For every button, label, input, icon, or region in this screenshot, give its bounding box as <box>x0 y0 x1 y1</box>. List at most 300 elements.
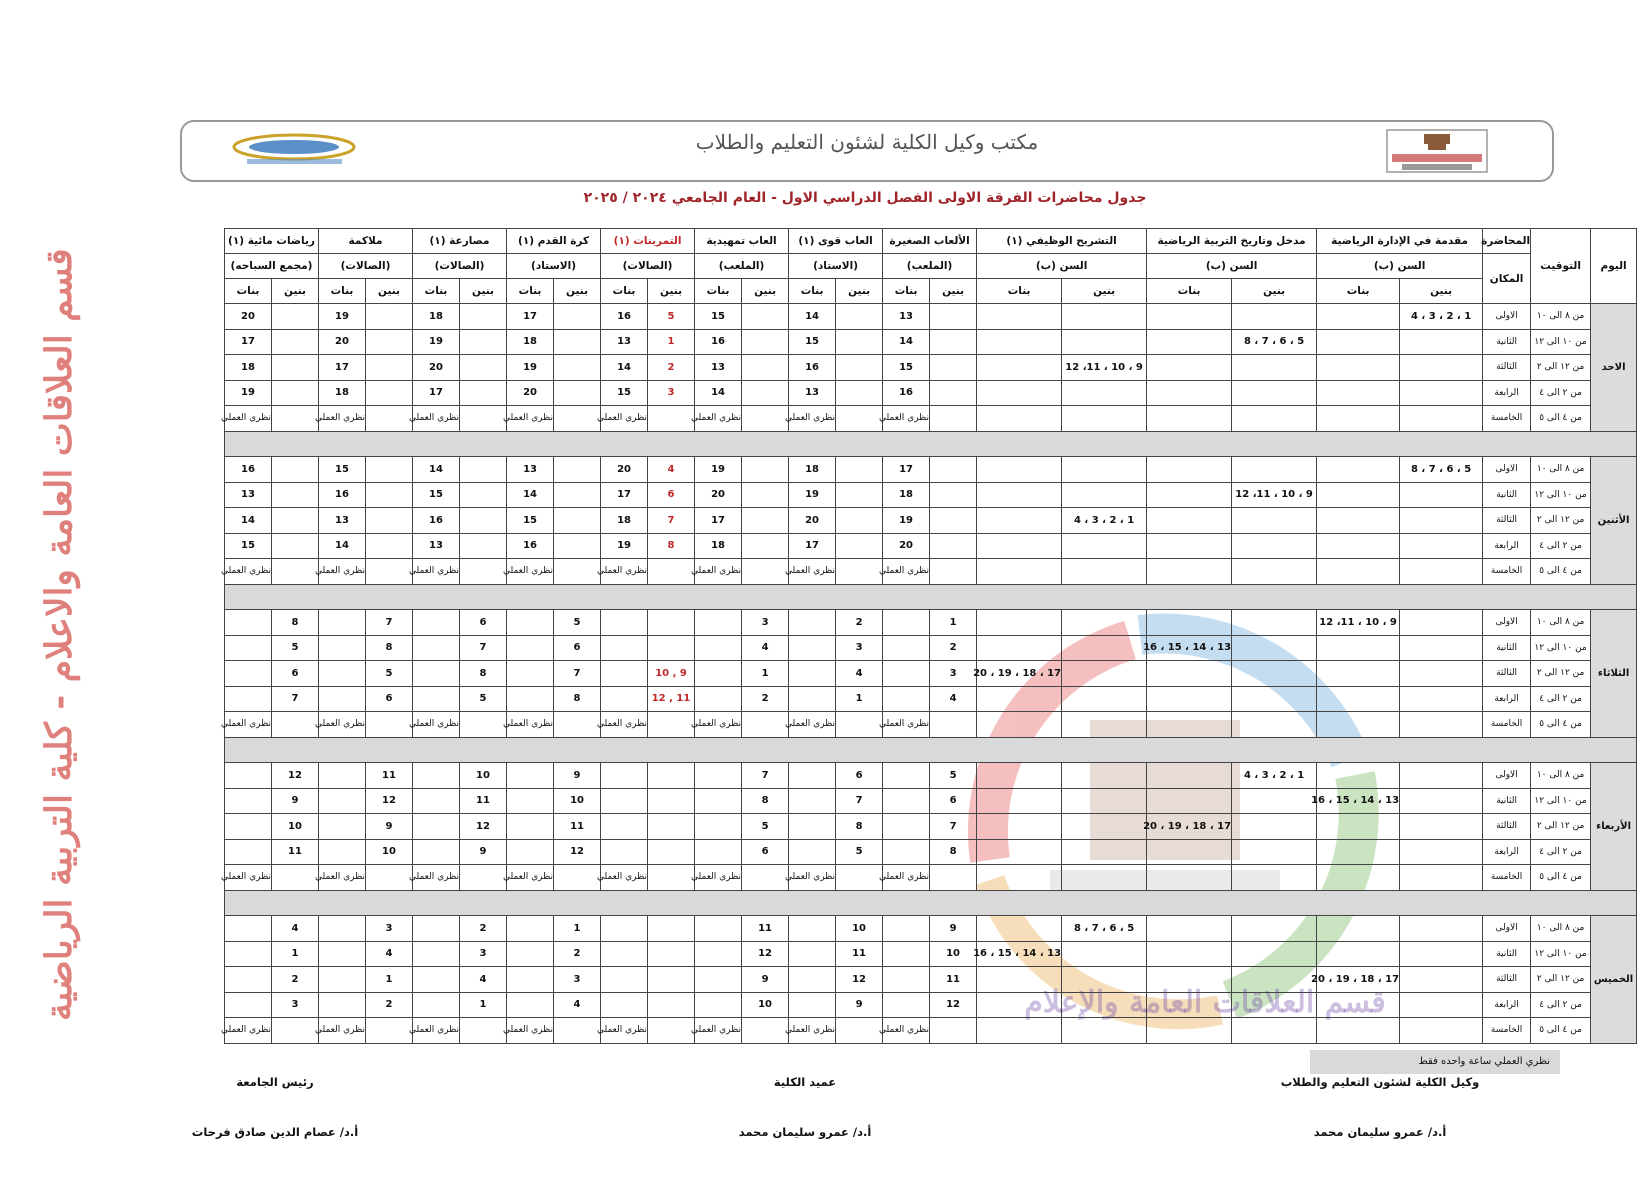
lecture-cell: الخامسة <box>1483 712 1531 738</box>
schedule-cell <box>460 355 507 381</box>
subject-place: السن (ب) <box>977 254 1147 279</box>
schedule-cell <box>319 992 366 1018</box>
schedule-cell: 10 <box>460 763 507 789</box>
schedule-cell <box>319 916 366 942</box>
schedule-cell <box>272 508 319 534</box>
schedule-cell <box>977 992 1062 1018</box>
time-cell: من ٤ الى ٥ <box>1531 559 1591 585</box>
empty-cell <box>272 406 319 432</box>
theory-cell: نظري العملي <box>225 865 272 891</box>
table-row <box>131 508 1637 534</box>
schedule-cell: 15 <box>507 508 554 534</box>
time-cell: من ٢ الى ٤ <box>1531 992 1591 1018</box>
schedule-cell: 3 <box>742 610 789 636</box>
schedule-cell <box>1400 763 1483 789</box>
empty-cell <box>1400 406 1483 432</box>
schedule-cell: 11 <box>366 763 413 789</box>
schedule-cell <box>1062 457 1147 483</box>
subject-name: مقدمة في الإدارة الرياضية <box>1317 229 1483 254</box>
schedule-cell: 9 <box>460 839 507 865</box>
schedule-cell <box>1062 941 1147 967</box>
theory-cell: نظري العملي <box>413 712 460 738</box>
schedule-cell: 9 <box>930 916 977 942</box>
lecture-cell: الرابعة <box>1483 992 1531 1018</box>
schedule-cell: 5 <box>648 304 695 330</box>
schedule-cell <box>1400 941 1483 967</box>
dean-title: عميد الكلية <box>773 1075 837 1089</box>
theory-cell <box>977 1018 1062 1044</box>
schedule-cell <box>272 329 319 355</box>
schedule-cell: 14 <box>413 457 460 483</box>
schedule-cell <box>1232 839 1317 865</box>
subject-name: العاب تمهيدية <box>695 229 789 254</box>
schedule-cell <box>601 941 648 967</box>
schedule-cell <box>1062 304 1147 330</box>
lecture-cell: الاولى <box>1483 457 1531 483</box>
schedule-cell: 10 <box>836 916 883 942</box>
empty-cell <box>460 1018 507 1044</box>
empty-cell <box>272 712 319 738</box>
schedule-cell <box>319 814 366 840</box>
schedule-cell <box>1147 941 1232 967</box>
schedule-cell <box>1062 788 1147 814</box>
schedule-cell: 20 <box>507 380 554 406</box>
subject-place: (الصالات) <box>319 254 413 279</box>
schedule-cell <box>413 661 460 687</box>
schedule-cell <box>1062 482 1147 508</box>
schedule-cell <box>1062 610 1147 636</box>
empty-cell <box>272 559 319 585</box>
schedule-cell <box>1232 967 1317 993</box>
schedule-cell: 4 <box>648 457 695 483</box>
schedule-cell <box>366 304 413 330</box>
theory-cell <box>1147 712 1232 738</box>
schedule-cell <box>554 380 601 406</box>
empty-cell <box>1062 1018 1147 1044</box>
schedule-cell <box>1232 635 1317 661</box>
schedule-cell <box>413 992 460 1018</box>
schedule-cell <box>1400 635 1483 661</box>
schedule-cell <box>319 941 366 967</box>
schedule-cell <box>1147 457 1232 483</box>
lecture-cell: الخامسة <box>1483 865 1531 891</box>
schedule-cell: 13 <box>883 304 930 330</box>
schedule-cell <box>554 329 601 355</box>
schedule-cell <box>460 380 507 406</box>
schedule-cell: 6 <box>272 661 319 687</box>
schedule-cell: 11 , 12 <box>648 686 695 712</box>
schedule-cell <box>836 380 883 406</box>
schedule-cell <box>930 508 977 534</box>
schedule-cell: 19 <box>507 355 554 381</box>
schedule-cell <box>977 329 1062 355</box>
subject-name: الألعاب الصغيرة <box>883 229 977 254</box>
schedule-cell <box>554 482 601 508</box>
schedule-cell: 12 <box>460 814 507 840</box>
schedule-cell: 17 <box>319 355 366 381</box>
schedule-cell: 19 <box>601 533 648 559</box>
schedule-cell <box>601 763 648 789</box>
schedule-cell <box>319 661 366 687</box>
theory-cell <box>1317 406 1400 432</box>
schedule-cell: 10 <box>272 814 319 840</box>
schedule-cell <box>883 661 930 687</box>
table-row <box>131 406 1637 432</box>
subject-name: رياضات مائية (١) <box>225 229 319 254</box>
schedule-cell <box>225 788 272 814</box>
schedule-cell <box>272 533 319 559</box>
lecture-cell: الثالثة <box>1483 814 1531 840</box>
schedule-cell <box>225 967 272 993</box>
empty-cell <box>460 559 507 585</box>
theory-cell: نظري العملي <box>601 559 648 585</box>
subject-name: التشريح الوظيفي (١) <box>977 229 1147 254</box>
schedule-cell <box>977 916 1062 942</box>
schedule-cell <box>1400 482 1483 508</box>
empty-cell <box>554 559 601 585</box>
schedule-cell <box>1062 814 1147 840</box>
schedule-cell <box>366 457 413 483</box>
schedule-cell <box>1317 839 1400 865</box>
schedule-cell: 2 <box>272 967 319 993</box>
schedule-cell <box>648 967 695 993</box>
theory-cell: نظري العملي <box>225 559 272 585</box>
schedule-cell: 14 <box>601 355 648 381</box>
schedule-cell: 20 <box>601 457 648 483</box>
subject-place: (الصالات) <box>601 254 695 279</box>
dean-name: أ.د/ عمرو سليمان محمد <box>738 1125 872 1139</box>
schedule-cell: 3 <box>366 916 413 942</box>
empty-cell <box>836 865 883 891</box>
schedule-cell: 12 <box>554 839 601 865</box>
schedule-cell <box>601 992 648 1018</box>
schedule-cell <box>507 635 554 661</box>
schedule-cell <box>319 610 366 636</box>
schedule-cell <box>695 967 742 993</box>
empty-cell <box>930 1018 977 1044</box>
header-girls: بنات <box>319 279 366 304</box>
schedule-cell <box>1147 967 1232 993</box>
schedule-cell: 20 <box>225 304 272 330</box>
schedule-cell <box>1062 533 1147 559</box>
day-separator <box>131 584 1637 610</box>
schedule-cell <box>1147 355 1232 381</box>
schedule-cell <box>366 508 413 534</box>
footnote: نظري العملي ساعة واحده فقط <box>1310 1050 1560 1074</box>
schedule-cell <box>366 380 413 406</box>
schedule-cell: 13 <box>413 533 460 559</box>
schedule-cell <box>1400 686 1483 712</box>
schedule-cell <box>413 763 460 789</box>
schedule-cell <box>1232 380 1317 406</box>
schedule-cell <box>1062 763 1147 789</box>
schedule-cell <box>225 686 272 712</box>
theory-cell: نظري العملي <box>789 406 836 432</box>
time-cell: من ٢ الى ٤ <box>1531 380 1591 406</box>
empty-cell <box>1232 865 1317 891</box>
schedule-cell <box>225 814 272 840</box>
schedule-cell <box>977 839 1062 865</box>
schedule-cell: 20 <box>789 508 836 534</box>
theory-cell: نظري العملي <box>507 712 554 738</box>
schedule-cell: 12 <box>272 763 319 789</box>
theory-cell: نظري العملي <box>695 406 742 432</box>
schedule-cell: 9 , 10 <box>648 661 695 687</box>
schedule-cell <box>1317 329 1400 355</box>
schedule-cell: 9 <box>836 992 883 1018</box>
schedule-cell: 12 <box>930 992 977 1018</box>
empty-cell <box>366 1018 413 1044</box>
schedule-cell <box>366 533 413 559</box>
schedule-cell: 18 <box>225 355 272 381</box>
schedule-cell: 3 <box>648 380 695 406</box>
header-boys: بنين <box>648 279 695 304</box>
schedule-cell: 20 <box>413 355 460 381</box>
schedule-cell: 1 <box>648 329 695 355</box>
schedule-cell <box>789 686 836 712</box>
schedule-cell <box>977 763 1062 789</box>
schedule-cell <box>883 941 930 967</box>
schedule-cell <box>789 839 836 865</box>
schedule-cell: 16 <box>789 355 836 381</box>
schedule-cell: 4 <box>554 992 601 1018</box>
empty-cell <box>366 559 413 585</box>
schedule-cell: 6 <box>742 839 789 865</box>
schedule-cell <box>1147 839 1232 865</box>
schedule-cell: 18 <box>601 508 648 534</box>
schedule-cell: 13 ، 14 ، 15 ، 16 <box>977 941 1062 967</box>
schedule-cell: 6 <box>460 610 507 636</box>
header-day: اليوم <box>1591 229 1637 304</box>
theory-cell: نظري العملي <box>601 712 648 738</box>
empty-cell <box>836 1018 883 1044</box>
schedule-cell <box>225 839 272 865</box>
theory-cell: نظري العملي <box>695 865 742 891</box>
empty-cell <box>366 406 413 432</box>
time-cell: من ٨ الى ١٠ <box>1531 610 1591 636</box>
theory-cell: نظري العملي <box>319 1018 366 1044</box>
schedule-cell: 3 <box>836 635 883 661</box>
schedule-cell: 5 <box>460 686 507 712</box>
schedule-cell <box>1317 533 1400 559</box>
lecture-cell: الثالثة <box>1483 508 1531 534</box>
schedule-cell: 14 <box>319 533 366 559</box>
schedule-cell: 17 <box>601 482 648 508</box>
schedule-cell <box>695 814 742 840</box>
schedule-cell <box>1400 380 1483 406</box>
schedule-cell <box>1400 329 1483 355</box>
theory-cell: نظري العملي <box>789 712 836 738</box>
theory-cell: نظري العملي <box>413 406 460 432</box>
schedule-cell: 1 <box>272 941 319 967</box>
time-cell: من ٤ الى ٥ <box>1531 1018 1591 1044</box>
schedule-cell <box>930 329 977 355</box>
schedule-cell: 17 ، 18 ، 19 ، 20 <box>1317 967 1400 993</box>
schedule-cell <box>319 635 366 661</box>
subject-place: (الاستاد) <box>507 254 601 279</box>
schedule-cell <box>413 788 460 814</box>
empty-cell <box>554 712 601 738</box>
schedule-cell: 5 <box>554 610 601 636</box>
schedule-cell: 1 <box>366 967 413 993</box>
schedule-cell <box>648 941 695 967</box>
schedule-cell <box>648 992 695 1018</box>
empty-cell <box>836 559 883 585</box>
empty-cell <box>742 1018 789 1044</box>
header-box <box>180 120 1554 182</box>
schedule-cell <box>1062 839 1147 865</box>
schedule-cell <box>883 992 930 1018</box>
schedule-cell <box>789 814 836 840</box>
schedule-cell <box>789 967 836 993</box>
schedule-cell: 11 <box>272 839 319 865</box>
lecture-cell: الخامسة <box>1483 1018 1531 1044</box>
schedule-cell <box>1317 355 1400 381</box>
schedule-cell <box>1062 967 1147 993</box>
schedule-cell: 5 ، 6 ، 7 ، 8 <box>1232 329 1317 355</box>
lecture-cell: الاولى <box>1483 916 1531 942</box>
schedule-cell: 7 <box>272 686 319 712</box>
day-cell: الخميس <box>1591 916 1637 1044</box>
schedule-cell <box>413 967 460 993</box>
schedule-cell: 20 <box>319 329 366 355</box>
schedule-cell <box>1062 329 1147 355</box>
schedule-cell <box>930 355 977 381</box>
theory-cell: نظري العملي <box>789 1018 836 1044</box>
schedule-cell <box>1317 304 1400 330</box>
schedule-cell <box>1232 304 1317 330</box>
schedule-cell <box>272 380 319 406</box>
schedule-cell <box>1317 814 1400 840</box>
header-boys: بنين <box>742 279 789 304</box>
theory-cell: نظري العملي <box>883 559 930 585</box>
lecture-cell: الثانية <box>1483 941 1531 967</box>
schedule-cell <box>1147 661 1232 687</box>
schedule-cell <box>319 686 366 712</box>
schedule-cell: 18 <box>413 304 460 330</box>
table-row <box>131 814 1637 840</box>
schedule-cell <box>601 635 648 661</box>
table-row <box>131 304 1637 330</box>
schedule-cell: 16 <box>225 457 272 483</box>
schedule-cell: 13 <box>319 508 366 534</box>
schedule-cell <box>742 380 789 406</box>
president-title: رئيس الجامعة <box>236 1075 314 1089</box>
schedule-cell <box>460 457 507 483</box>
schedule-cell: 17 <box>507 304 554 330</box>
lecture-cell: الثالثة <box>1483 967 1531 993</box>
header-girls: بنات <box>883 279 930 304</box>
schedule-cell <box>507 992 554 1018</box>
empty-cell <box>1062 865 1147 891</box>
schedule-cell: 8 <box>930 839 977 865</box>
schedule-cell <box>930 482 977 508</box>
schedule-cell <box>695 916 742 942</box>
schedule-cell: 1 <box>742 661 789 687</box>
schedule-cell <box>507 839 554 865</box>
schedule-cell: 18 <box>695 533 742 559</box>
schedule-cell <box>836 304 883 330</box>
schedule-cell: 13 ، 14 ، 15 ، 16 <box>1147 635 1232 661</box>
schedule-cell: 13 <box>601 329 648 355</box>
schedule-cell <box>225 610 272 636</box>
empty-cell <box>1400 712 1483 738</box>
lecture-cell: الرابعة <box>1483 533 1531 559</box>
schedule-cell: 11 <box>742 916 789 942</box>
theory-cell: نظري العملي <box>695 559 742 585</box>
schedule-cell <box>1232 916 1317 942</box>
schedule-cell: 5 ، 6 ، 7 ، 8 <box>1400 457 1483 483</box>
empty-cell <box>366 865 413 891</box>
schedule-cell <box>977 610 1062 636</box>
schedule-cell: 16 <box>413 508 460 534</box>
schedule-cell: 9 ، 10 ، 11، 12 <box>1232 482 1317 508</box>
separator-cell <box>225 737 1637 763</box>
schedule-cell: 1 ، 2 ، 3 ، 4 <box>1400 304 1483 330</box>
separator-cell <box>225 431 1637 457</box>
schedule-cell <box>366 355 413 381</box>
schedule-cell <box>601 610 648 636</box>
schedule-cell <box>1317 763 1400 789</box>
schedule-cell <box>460 533 507 559</box>
empty-cell <box>460 865 507 891</box>
schedule-cell <box>977 380 1062 406</box>
schedule-cell <box>1062 992 1147 1018</box>
schedule-cell <box>977 482 1062 508</box>
schedule-cell: 13 <box>507 457 554 483</box>
theory-cell <box>1317 1018 1400 1044</box>
schedule-cell <box>883 788 930 814</box>
schedule-cell <box>977 635 1062 661</box>
empty-cell <box>366 712 413 738</box>
header-boys: بنين <box>1400 279 1483 304</box>
day-separator <box>131 431 1637 457</box>
time-cell: من ١٢ الى ٢ <box>1531 661 1591 687</box>
schedule-cell <box>272 457 319 483</box>
schedule-cell: 17 <box>413 380 460 406</box>
schedule-cell <box>1062 661 1147 687</box>
schedule-cell: 18 <box>319 380 366 406</box>
schedule-cell <box>977 814 1062 840</box>
schedule-cell <box>413 839 460 865</box>
schedule-cell: 4 <box>836 661 883 687</box>
schedule-cell <box>460 482 507 508</box>
time-cell: من ١٠ الى ١٢ <box>1531 788 1591 814</box>
subject-name: كرة القدم (١) <box>507 229 601 254</box>
schedule-cell <box>319 839 366 865</box>
schedule-cell: 8 <box>460 661 507 687</box>
schedule-cell <box>789 661 836 687</box>
schedule-cell: 8 <box>836 814 883 840</box>
schedule-cell <box>977 967 1062 993</box>
schedule-cell <box>1317 661 1400 687</box>
empty-cell <box>1400 1018 1483 1044</box>
empty-cell <box>554 865 601 891</box>
schedule-cell: 8 <box>366 635 413 661</box>
schedule-cell <box>1400 533 1483 559</box>
table-row <box>131 763 1637 789</box>
schedule-cell: 13 <box>789 380 836 406</box>
schedule-cell <box>1232 457 1317 483</box>
empty-cell <box>1062 406 1147 432</box>
schedule-cell: 6 <box>836 763 883 789</box>
schedule-cell: 1 ، 2 ، 3 ، 4 <box>1062 508 1147 534</box>
header-girls: بنات <box>601 279 648 304</box>
empty-cell <box>648 559 695 585</box>
vice-dean-name: أ.د/ عمرو سليمان محمد <box>1313 1125 1447 1139</box>
theory-cell <box>1147 406 1232 432</box>
schedule-cell: 5 <box>742 814 789 840</box>
